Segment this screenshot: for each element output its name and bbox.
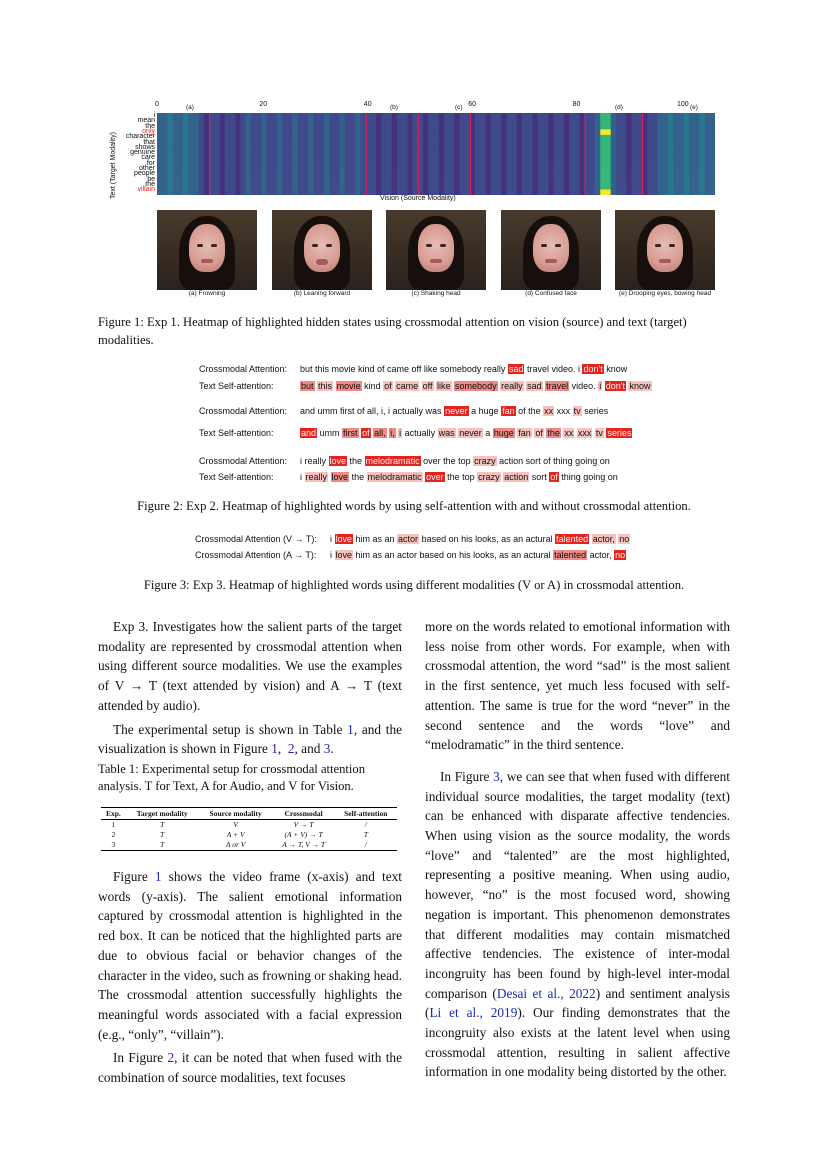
y-tick-label: only: [142, 127, 155, 135]
highlighted-sentence: [330, 550, 626, 560]
attention-type-label: Text Self-attention:: [199, 381, 274, 391]
highlighted-word: all,: [374, 428, 386, 438]
highlighted-word: no: [619, 534, 630, 544]
table-cell: A → T, V → T: [273, 840, 335, 851]
highlighted-word: i: [599, 381, 602, 391]
paragraph: In Figure 2, it can be noted that when fused with the combination of source modalities, text focuses: [98, 1050, 402, 1086]
y-tick-label: people: [133, 170, 155, 178]
right-column: [425, 617, 730, 1082]
highlighted-word: sad: [527, 381, 542, 391]
paragraph: In Figure 3, we can see that when fused with different individual source modalities, the target modality (text) can be enhanced with disparate affective tendencies. When using vision as the source modality, the words “love” and “talented” are the most highlighted, representing a positive meaning. When using audio, however, “no” is the most focused word, showing negation is important. This phenomenon demonstrates that different modalities may contain mismatched affective tendencies. The existence of inter-modal incongruity has been found by high-level inter-modal comparison (Desai et al., 2022) and sentiment analysis (Li et al., 2019). Our finding demonstrates that the incongruity also exists at the latent level when using crossmodal attention, resulting in salient affective information in one modality being distorted by the other.: [425, 768, 730, 1080]
panel-label: (c): [455, 104, 463, 111]
attention-type-label: Crossmodal Attention:: [199, 456, 288, 466]
y-tick-label: for: [146, 159, 155, 167]
table-cell: /: [335, 840, 397, 851]
highlighted-word: love: [329, 456, 347, 466]
x-axis-label: Vision (Source Modality): [380, 195, 456, 202]
figure-ref-link[interactable]: 1: [271, 741, 278, 757]
frame-caption-a: (a) Frowning: [188, 290, 226, 297]
plain-text: actually: [402, 428, 438, 438]
plain-text: xxx: [554, 406, 573, 416]
highlighted-word: somebody: [455, 381, 497, 391]
panel-label: (e): [690, 104, 698, 111]
figure-ref-link[interactable]: 2: [287, 741, 295, 757]
table-header: Crossmodal: [273, 808, 335, 820]
highlight-box-edge: [470, 113, 471, 195]
plain-text: i: [330, 550, 335, 560]
highlighted-word: melodramatic: [365, 456, 420, 466]
plain-text: him as an: [353, 534, 398, 544]
plain-text: action sort of thing going on: [496, 456, 610, 466]
highlighted-word: of: [384, 381, 392, 391]
video-frame-b: [272, 210, 372, 290]
video-frame-e: [615, 210, 715, 290]
video-frame-a: [157, 210, 257, 290]
y-tick-label: the: [145, 122, 155, 130]
y-tick-label: be: [147, 175, 155, 183]
plain-text: a: [482, 428, 493, 438]
frame-caption-c: (c) Shaking head: [411, 290, 461, 297]
table-cell: 2: [111, 830, 116, 839]
y-tick-label: mean: [137, 117, 155, 125]
y-tick-label: shows: [135, 143, 155, 151]
plain-text: i: [330, 534, 335, 544]
x-tick-label: 100: [677, 101, 689, 108]
highlighted-sentence: [300, 472, 618, 482]
highlighted-word: xx: [564, 428, 574, 438]
highlighted-word: was: [438, 428, 455, 438]
video-frame-c: [386, 210, 486, 290]
highlight-box-edge: [209, 113, 210, 195]
y-tick-label: villain: [137, 186, 155, 194]
table-cell: A or V: [199, 840, 273, 851]
plain-text: a huge: [468, 406, 502, 416]
table-cell: T: [126, 840, 199, 851]
highlighted-word: really: [501, 381, 523, 391]
highlight-box-edge: [366, 113, 367, 195]
highlighted-word: and: [301, 428, 317, 438]
table-cell: 3: [101, 840, 126, 851]
panel-label: (b): [390, 104, 398, 111]
highlighted-word: of: [362, 428, 370, 438]
table-ref-link[interactable]: 1: [347, 721, 354, 737]
plain-text: but this movie kind of came off like somebody really: [300, 364, 508, 374]
plain-text: over the top: [420, 456, 474, 466]
x-tick-label: 60: [468, 101, 476, 108]
panel-label: (d): [615, 104, 623, 111]
plain-text: the: [349, 472, 367, 482]
frame-caption-d: (d) Confused face: [525, 290, 577, 297]
highlighted-word: the: [547, 428, 560, 438]
table-cell: T: [160, 830, 165, 839]
highlighted-sentence: [300, 456, 610, 466]
highlighted-word: action: [504, 472, 529, 482]
highlighted-word: xxx: [577, 428, 592, 438]
table-cell: (A + V) → T: [284, 830, 323, 839]
table-header: Exp.: [101, 808, 126, 820]
highlighted-word: sad: [508, 364, 524, 374]
highlighted-word: like: [437, 381, 451, 391]
plain-text: thing going on: [558, 472, 618, 482]
plain-text: i: [300, 472, 302, 482]
figure-ref-link[interactable]: 1: [154, 869, 162, 884]
highlighted-word: i,: [390, 428, 395, 438]
plain-text: sort: [529, 472, 550, 482]
highlighted-word: no: [615, 550, 626, 560]
y-tick-label: the: [145, 180, 155, 188]
highlighted-word: love: [331, 472, 349, 482]
x-tick-label: 80: [572, 101, 581, 108]
highlighted-word: over: [426, 472, 444, 482]
table-cell: V → T: [293, 820, 314, 829]
x-tick-label: 40: [363, 101, 372, 108]
highlighted-word: fan: [518, 428, 531, 438]
paragraph: Exp 3. Investigates how the salient parts of the target modality are represented by crossmodal attention when using different source modalities. We use the examples of V → T (text attended by vision) and A → T (text attended by audio).: [98, 619, 402, 713]
plain-text: kind: [361, 381, 384, 391]
highlighted-word: talented: [554, 550, 587, 560]
highlighted-word: of: [535, 428, 543, 438]
y-tick-labels: [100, 114, 155, 196]
highlighted-word: series: [607, 428, 632, 438]
highlighted-word: fan: [502, 406, 515, 416]
plain-text: know: [603, 364, 628, 374]
attention-type-label: Crossmodal Attention (V → T):: [195, 534, 317, 544]
y-axis-label: Text (Target Modality): [110, 132, 117, 199]
left-column: [98, 617, 402, 759]
attention-type-label: Text Self-attention:: [199, 472, 274, 482]
paragraph: Figure 1 shows the video frame (x-axis) and text words (y-axis). The salient emotional information captured by crossmodal attention is highlighted in the red box. It can be noticed that the highlighted parts are due to obvious facial or behavior changes of the character in the video, such as frowning or shaking head. The crossmodal attention successfully highlights the meaningful words associated with a facial expression (e.g., “only”, “villain”).: [98, 869, 402, 1042]
left-column-lower: [98, 867, 402, 1088]
highlighted-word: never: [459, 428, 482, 438]
table-cell: 1: [111, 820, 116, 829]
plain-text: travel video. i: [524, 364, 583, 374]
attention-type-label: Text Self-attention:: [199, 428, 274, 438]
frame-caption-b: (b) Leaning forward: [293, 290, 351, 297]
highlighted-word: talented: [556, 534, 589, 544]
attention-type-label: Crossmodal Attention (A → T):: [195, 550, 317, 560]
highlighted-sentence: [330, 534, 630, 544]
figure3-caption: Figure 3: Exp 3. Heatmap of highlighted words using different modalities (V or A) in crossmodal attention.: [143, 578, 685, 592]
table-cell: V: [233, 820, 238, 829]
highlighted-sentence: [300, 381, 652, 391]
panel-label: (a): [186, 104, 194, 111]
table-row: [101, 830, 397, 840]
plain-text: based on his looks, as an actural: [419, 534, 556, 544]
highlighted-word: came: [396, 381, 419, 391]
plain-text: series: [581, 406, 609, 416]
highlighted-word: really: [305, 472, 328, 482]
figure1-caption: Figure 1: Exp 1. Heatmap of highlighted hidden states using crossmodal attention on vision (source) and text (target) modalities.: [98, 315, 687, 347]
highlighted-word: tv: [595, 428, 603, 438]
attention-heatmap: [157, 113, 715, 195]
highlight-box-edge: [585, 113, 586, 195]
highlighted-word: love: [335, 550, 353, 560]
table-header: Target modality: [126, 808, 199, 820]
table-cell: T: [363, 830, 368, 839]
highlighted-word: first: [343, 428, 358, 438]
plain-text: i really: [300, 456, 329, 466]
highlight-box-edge: [418, 113, 419, 195]
figure-ref-link[interactable]: 3: [493, 768, 500, 784]
attention-type-label: Crossmodal Attention:: [199, 406, 288, 416]
highlighted-sentence: [300, 428, 632, 438]
table-cell: /: [364, 820, 367, 829]
attention-type-label: Crossmodal Attention:: [199, 364, 288, 374]
table-1: [101, 807, 397, 851]
y-tick-label: that: [143, 138, 155, 146]
highlighted-word: xx: [544, 406, 554, 416]
highlighted-word: of: [550, 472, 558, 482]
paragraph: The experimental setup is shown in Table 1, and the visualization is shown in Figure 1, 2, and 3.: [98, 721, 402, 757]
highlighted-word: crazy: [478, 472, 500, 482]
x-tick-label: 0: [155, 101, 159, 108]
highlighted-sentence: [300, 364, 627, 374]
frame-caption-e: (e) Drooping eyes, bowing head: [618, 290, 712, 297]
figure-ref-link[interactable]: 2: [167, 1050, 175, 1066]
plain-text: and umm first of all, i, i actually was: [300, 406, 445, 416]
figure-ref-link[interactable]: 3: [323, 741, 331, 757]
x-tick-label: 20: [259, 101, 268, 108]
y-tick-label: care: [141, 154, 155, 162]
citation-link[interactable]: Li et al., 2019: [429, 1005, 518, 1021]
highlighted-word: this: [318, 381, 333, 391]
highlighted-word: never: [445, 406, 468, 416]
highlighted-word: actor,: [592, 534, 615, 544]
table-row: [101, 820, 397, 831]
y-tick-label: other: [139, 165, 155, 172]
plain-text: him as an actor based on his looks, as an actural: [353, 550, 554, 560]
highlighted-word: don't: [583, 364, 603, 374]
highlighted-word: huge: [493, 428, 514, 438]
highlighted-word: crazy: [474, 456, 496, 466]
figure2-caption: Figure 2: Exp 2. Heatmap of highlighted words by using self-attention with and without crossmodal attention.: [137, 499, 691, 513]
highlighted-word: off: [422, 381, 433, 391]
plain-text: the: [347, 456, 365, 466]
highlighted-word: know: [629, 381, 651, 391]
y-tick-label: genuine: [130, 149, 155, 157]
highlighted-word: i: [399, 428, 402, 438]
highlighted-word: don't: [605, 381, 625, 391]
plain-text: umm: [317, 428, 343, 438]
video-frame-d: [501, 210, 601, 290]
highlighted-word: actor: [398, 534, 419, 544]
table-header: Self-attention: [335, 808, 397, 820]
highlighted-word: travel: [546, 381, 569, 391]
table-cell: A + V: [226, 830, 245, 839]
plain-text: the top: [444, 472, 478, 482]
highlighted-word: tv: [573, 406, 581, 416]
table-header: Source modality: [199, 808, 273, 820]
table-caption: Table 1: Experimental setup for crossmodal attention analysis. T for Text, A for Audio, and V for Vision.: [98, 762, 366, 793]
plain-text: actor,: [587, 550, 615, 560]
citation-link[interactable]: Desai et al., 2022: [496, 985, 596, 1001]
plain-text: of the: [515, 406, 544, 416]
highlighted-word: love: [335, 534, 353, 544]
highlighted-word: but: [301, 381, 314, 391]
plain-text: video.: [569, 381, 599, 391]
table-cell: T: [160, 820, 165, 829]
y-tick-label: character: [125, 133, 155, 141]
highlight-box-edge: [642, 113, 643, 195]
highlighted-sentence: [300, 406, 608, 416]
table-row: [101, 840, 397, 851]
highlighted-word: movie: [336, 381, 361, 391]
paragraph: more on the words related to emotional information with less noise from other words. For example, when with crossmodal attention, the word “sad” is the most salient in the first sentence, yet much less focused with self-attention. The same is true for the word “never” in the second sentence and the words “love” and “melodramatic” in the third sentence.: [425, 619, 730, 753]
y-tick-label: i: [153, 112, 155, 119]
highlighted-word: melodramatic: [367, 472, 422, 482]
